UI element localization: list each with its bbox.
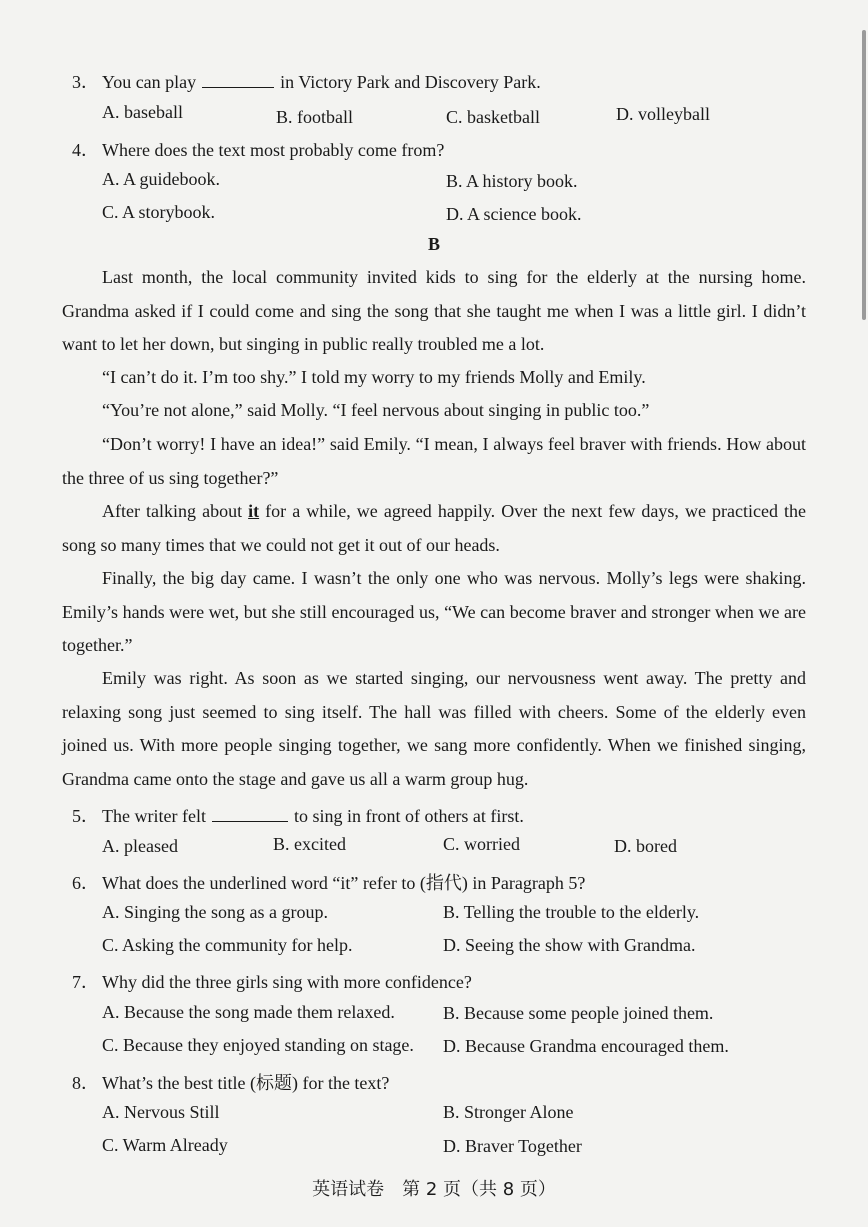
paragraph-7: Emily was right. As soon as we started singing, our nervousness went away. The pretty and relaxing song just seemed to sing itself. The hall was filled with cheers. Some of the elderly even joined us. With more people singing together, we sang more confidently. When we finished singing, Grandma came onto the stage and gave us all a warm group hug.: [62, 668, 806, 789]
option-a: A. A guidebook.: [102, 169, 221, 189]
option-b: B. Telling the trouble to the elderly.: [443, 902, 700, 922]
question-stem: Why did the three girls sing with more confidence?: [102, 972, 472, 992]
paragraph-2: “I can’t do it. I’m too shy.” I told my worry to my friends Molly and Emily.: [102, 367, 646, 387]
option-c: C. Because they enjoyed standing on stage.: [102, 1035, 414, 1055]
option-c: C. worried: [443, 834, 520, 854]
option-b: B. excited: [273, 834, 346, 854]
answer-blank: [202, 73, 274, 88]
option-b: B. Stronger Alone: [443, 1102, 574, 1122]
paragraph-6: Finally, the big day came. I wasn’t the only one who was nervous. Molly’s legs were shaking. Emily’s hands were wet, but she still encouraged us, “We can become braver and stronger when we are together.”: [62, 568, 806, 655]
option-a: A. Singing the song as a group.: [102, 902, 328, 922]
option-b: B. Because some people joined them.: [443, 1003, 714, 1023]
scrollbar[interactable]: [862, 30, 866, 320]
option-d: D. A science book.: [446, 204, 582, 224]
option-c: C. A storybook.: [102, 202, 216, 222]
option-d: D. bored: [614, 836, 677, 856]
option-d: D. Braver Together: [443, 1136, 582, 1156]
question-stem-end: to sing in front of others at first.: [293, 806, 524, 826]
option-a: A. Nervous Still: [102, 1102, 220, 1122]
question-7: [72, 968, 472, 994]
question-number: 8．: [72, 1073, 99, 1093]
question-3: [72, 68, 541, 94]
option-c: C. Asking the community for help.: [102, 935, 353, 955]
answer-blank: [212, 807, 288, 822]
option-d: D. volleyball: [616, 104, 710, 124]
paragraph-3: “You’re not alone,” said Molly. “I feel nervous about singing in public too.”: [102, 400, 650, 420]
option-a: A. pleased: [102, 836, 178, 856]
question-5: [72, 802, 524, 828]
option-c: C. basketball: [446, 107, 540, 127]
question-number: 6．: [72, 873, 99, 893]
question-stem-end: in Victory Park and Discovery Park.: [280, 72, 541, 92]
question-stem: What does the underlined word “it” refer to (指代) in Paragraph 5?: [102, 873, 586, 893]
section-title: B: [427, 234, 440, 254]
question-stem-start: The writer felt: [102, 806, 206, 826]
option-b: B. football: [276, 107, 353, 127]
question-6: [72, 869, 585, 895]
question-number: 5．: [72, 806, 99, 826]
option-a: A. baseball: [102, 102, 183, 122]
option-a: A. Because the song made them relaxed.: [102, 1002, 395, 1022]
option-d: D. Seeing the show with Grandma.: [443, 935, 696, 955]
page-footer: 英语试卷 第 2 页（共 8 页）: [312, 1179, 556, 1200]
question-number: 4．: [72, 140, 99, 160]
question-stem: What’s the best title (标题) for the text?: [102, 1073, 390, 1093]
option-d: D. Because Grandma encouraged them.: [443, 1036, 729, 1056]
question-8: [72, 1069, 389, 1095]
question-number: 3．: [72, 72, 99, 92]
question-stem: Where does the text most probably come from?: [102, 140, 445, 160]
paragraph-5: [62, 495, 806, 562]
paragraph-5-start: After talking about: [102, 501, 249, 521]
paragraph-4: “Don’t worry! I have an idea!” said Emily. “I mean, I always feel braver with friends. How about the three of us sing together?”: [62, 434, 806, 488]
question-stem-start: You can play: [102, 72, 197, 92]
option-c: C. Warm Already: [102, 1135, 228, 1155]
underlined-word: it: [248, 501, 260, 521]
question-4: [72, 136, 444, 162]
paragraph-1: Last month, the local community invited kids to sing for the elderly at the nursing home. Grandma asked if I could come and sing the song that she taught me when I was a little girl. I didn’t want to let her down, but singing in public really troubled me a lot.: [62, 267, 806, 354]
question-number: 7．: [72, 972, 99, 992]
option-b: B. A history book.: [446, 171, 578, 191]
paragraph-5-end: for a while, we agreed happily. Over the next few days, we practiced the song so many times that we could not get it out of our heads.: [62, 501, 806, 555]
